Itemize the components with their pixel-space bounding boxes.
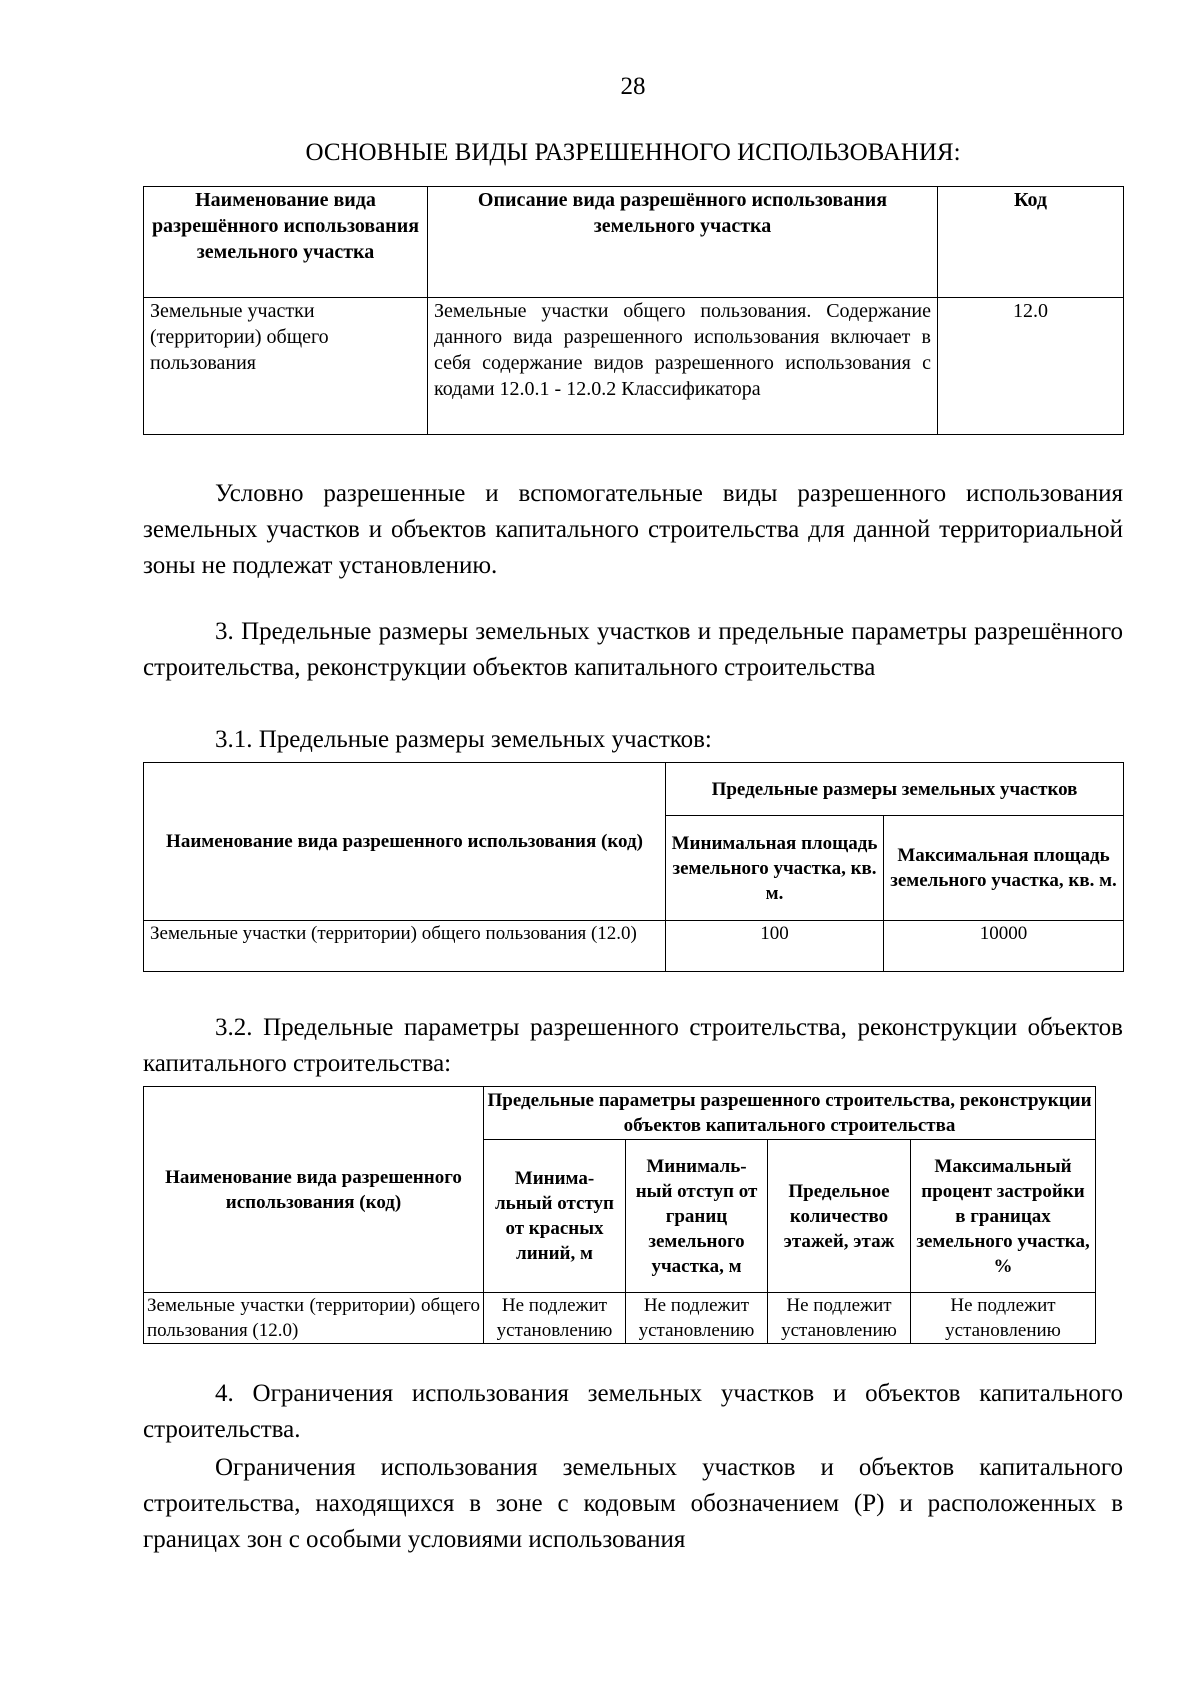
table-row [144, 1293, 1096, 1344]
cell-use-name: Земельные участки (территории) общего пользования (12.0) [144, 1293, 484, 1344]
paragraph-section-4: 4. Ограничения использования земельных участков и объектов капитального строительства. [143, 1380, 1123, 1443]
construction-parameters-table [143, 1086, 1096, 1344]
cell-max-coverage: Не подлежит установлению [911, 1293, 1096, 1344]
cell-use-description: Земельные участки общего пользования. Содержание данного вида разрешенного использования включает в себя содержание видов разрешенного использования с кодами 12.0.1 - 12.0.2 Классификатора [428, 298, 938, 435]
header-use-name: Наименование вида разрешенного использования (код) [144, 1087, 484, 1293]
cell-boundary-setback: Не подлежит установлению [626, 1293, 768, 1344]
paragraph-restrictions: Ограничения использования земельных участков и объектов капитального строительства, находящихся в зоне с кодовым обозначением (Р) и расположенных в границах зон с особыми условиями использования [143, 1454, 1123, 1553]
table-row [144, 298, 1124, 435]
paragraph-section-3-2: 3.2. Предельные параметры разрешенного строительства, реконструкции объектов капитального строительства: [143, 1014, 1123, 1077]
header-max-area: Максимальная площадь земельного участка, кв. м. [884, 816, 1124, 921]
cell-max-area: 10000 [884, 921, 1124, 972]
cell-code: 12.0 [938, 298, 1124, 435]
header-code: Код [938, 187, 1124, 298]
table-row [144, 921, 1124, 972]
header-floor-count: Предельное количество этажей, этаж [768, 1140, 911, 1293]
header-boundary-setback: Минималь-ный отступ от границ земельного участка, м [626, 1140, 768, 1293]
table-header-row [144, 763, 1124, 816]
paragraph-section-3-1: 3.1. Предельные размеры земельных участков: [215, 726, 712, 753]
paragraph-conditional-uses: Условно разрешенные и вспомогательные виды разрешенного использования земельных участков и объектов капитального строительства для данной территориальной зоны не подлежат установлению. [143, 480, 1123, 579]
plot-size-table [143, 762, 1124, 972]
header-use-name: Наименование вида разрешённого использования земельного участка [144, 187, 428, 298]
cell-min-area: 100 [666, 921, 884, 972]
cell-use-name: Земельные участки (территории) общего пользования [144, 298, 428, 435]
cell-use-name: Земельные участки (территории) общего пользования (12.0) [144, 921, 666, 972]
paragraph-section-3: 3. Предельные размеры земельных участков и предельные параметры разрешённого строительства, реконструкции объектов капитального строительства [143, 618, 1123, 681]
page-number: 28 [620, 73, 646, 100]
header-use-name: Наименование вида разрешенного использования (код) [144, 763, 666, 921]
header-use-description: Описание вида разрешённого использования земельного участка [428, 187, 938, 298]
header-red-line-setback: Минима-льный отступ от красных линий, м [484, 1140, 626, 1293]
cell-floor-count: Не подлежит установлению [768, 1293, 911, 1344]
table-header-row [144, 187, 1124, 298]
header-parameters-group: Предельные параметры разрешенного строительства, реконструкции объектов капитального строительства [484, 1087, 1096, 1140]
header-min-area: Минимальная площадь земельного участка, кв. м. [666, 816, 884, 921]
table-header-row [144, 1087, 1096, 1140]
header-plot-size-group: Предельные размеры земельных участков [666, 763, 1124, 816]
cell-red-line-setback: Не подлежит установлению [484, 1293, 626, 1344]
section-title: ОСНОВНЫЕ ВИДЫ РАЗРЕШЕННОГО ИСПОЛЬЗОВАНИЯ: [305, 139, 961, 166]
permitted-use-table [143, 186, 1124, 435]
header-max-coverage: Максимальный процент застройки в границах земельного участка, % [911, 1140, 1096, 1293]
